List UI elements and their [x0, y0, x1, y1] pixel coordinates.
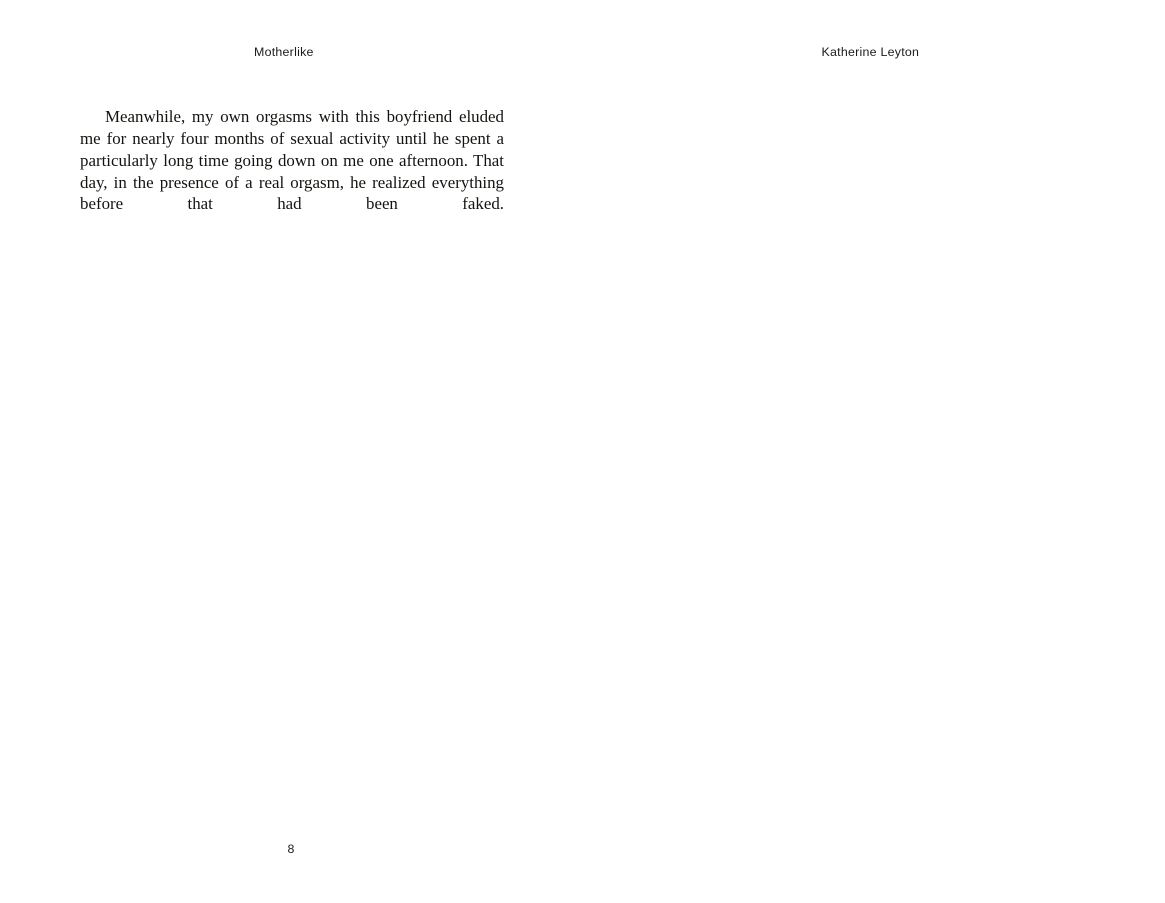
left-page-text-block: [80, 106, 504, 237]
paragraph: Meanwhile, my own orgasms with this boyfriend eluded me for nearly four months of sexual activity until he spent a particularly long time going down on me one afternoon. That day, in the presence of a real orgasm, he realized everything before that had been faked.: [80, 106, 504, 237]
left-page: [0, 0, 583, 900]
running-head-book-title: Motherlike: [254, 45, 314, 59]
running-head-author-name: Katherine Leyton: [822, 45, 920, 59]
right-page: [583, 0, 1165, 900]
page-number-left: 8: [271, 842, 311, 856]
